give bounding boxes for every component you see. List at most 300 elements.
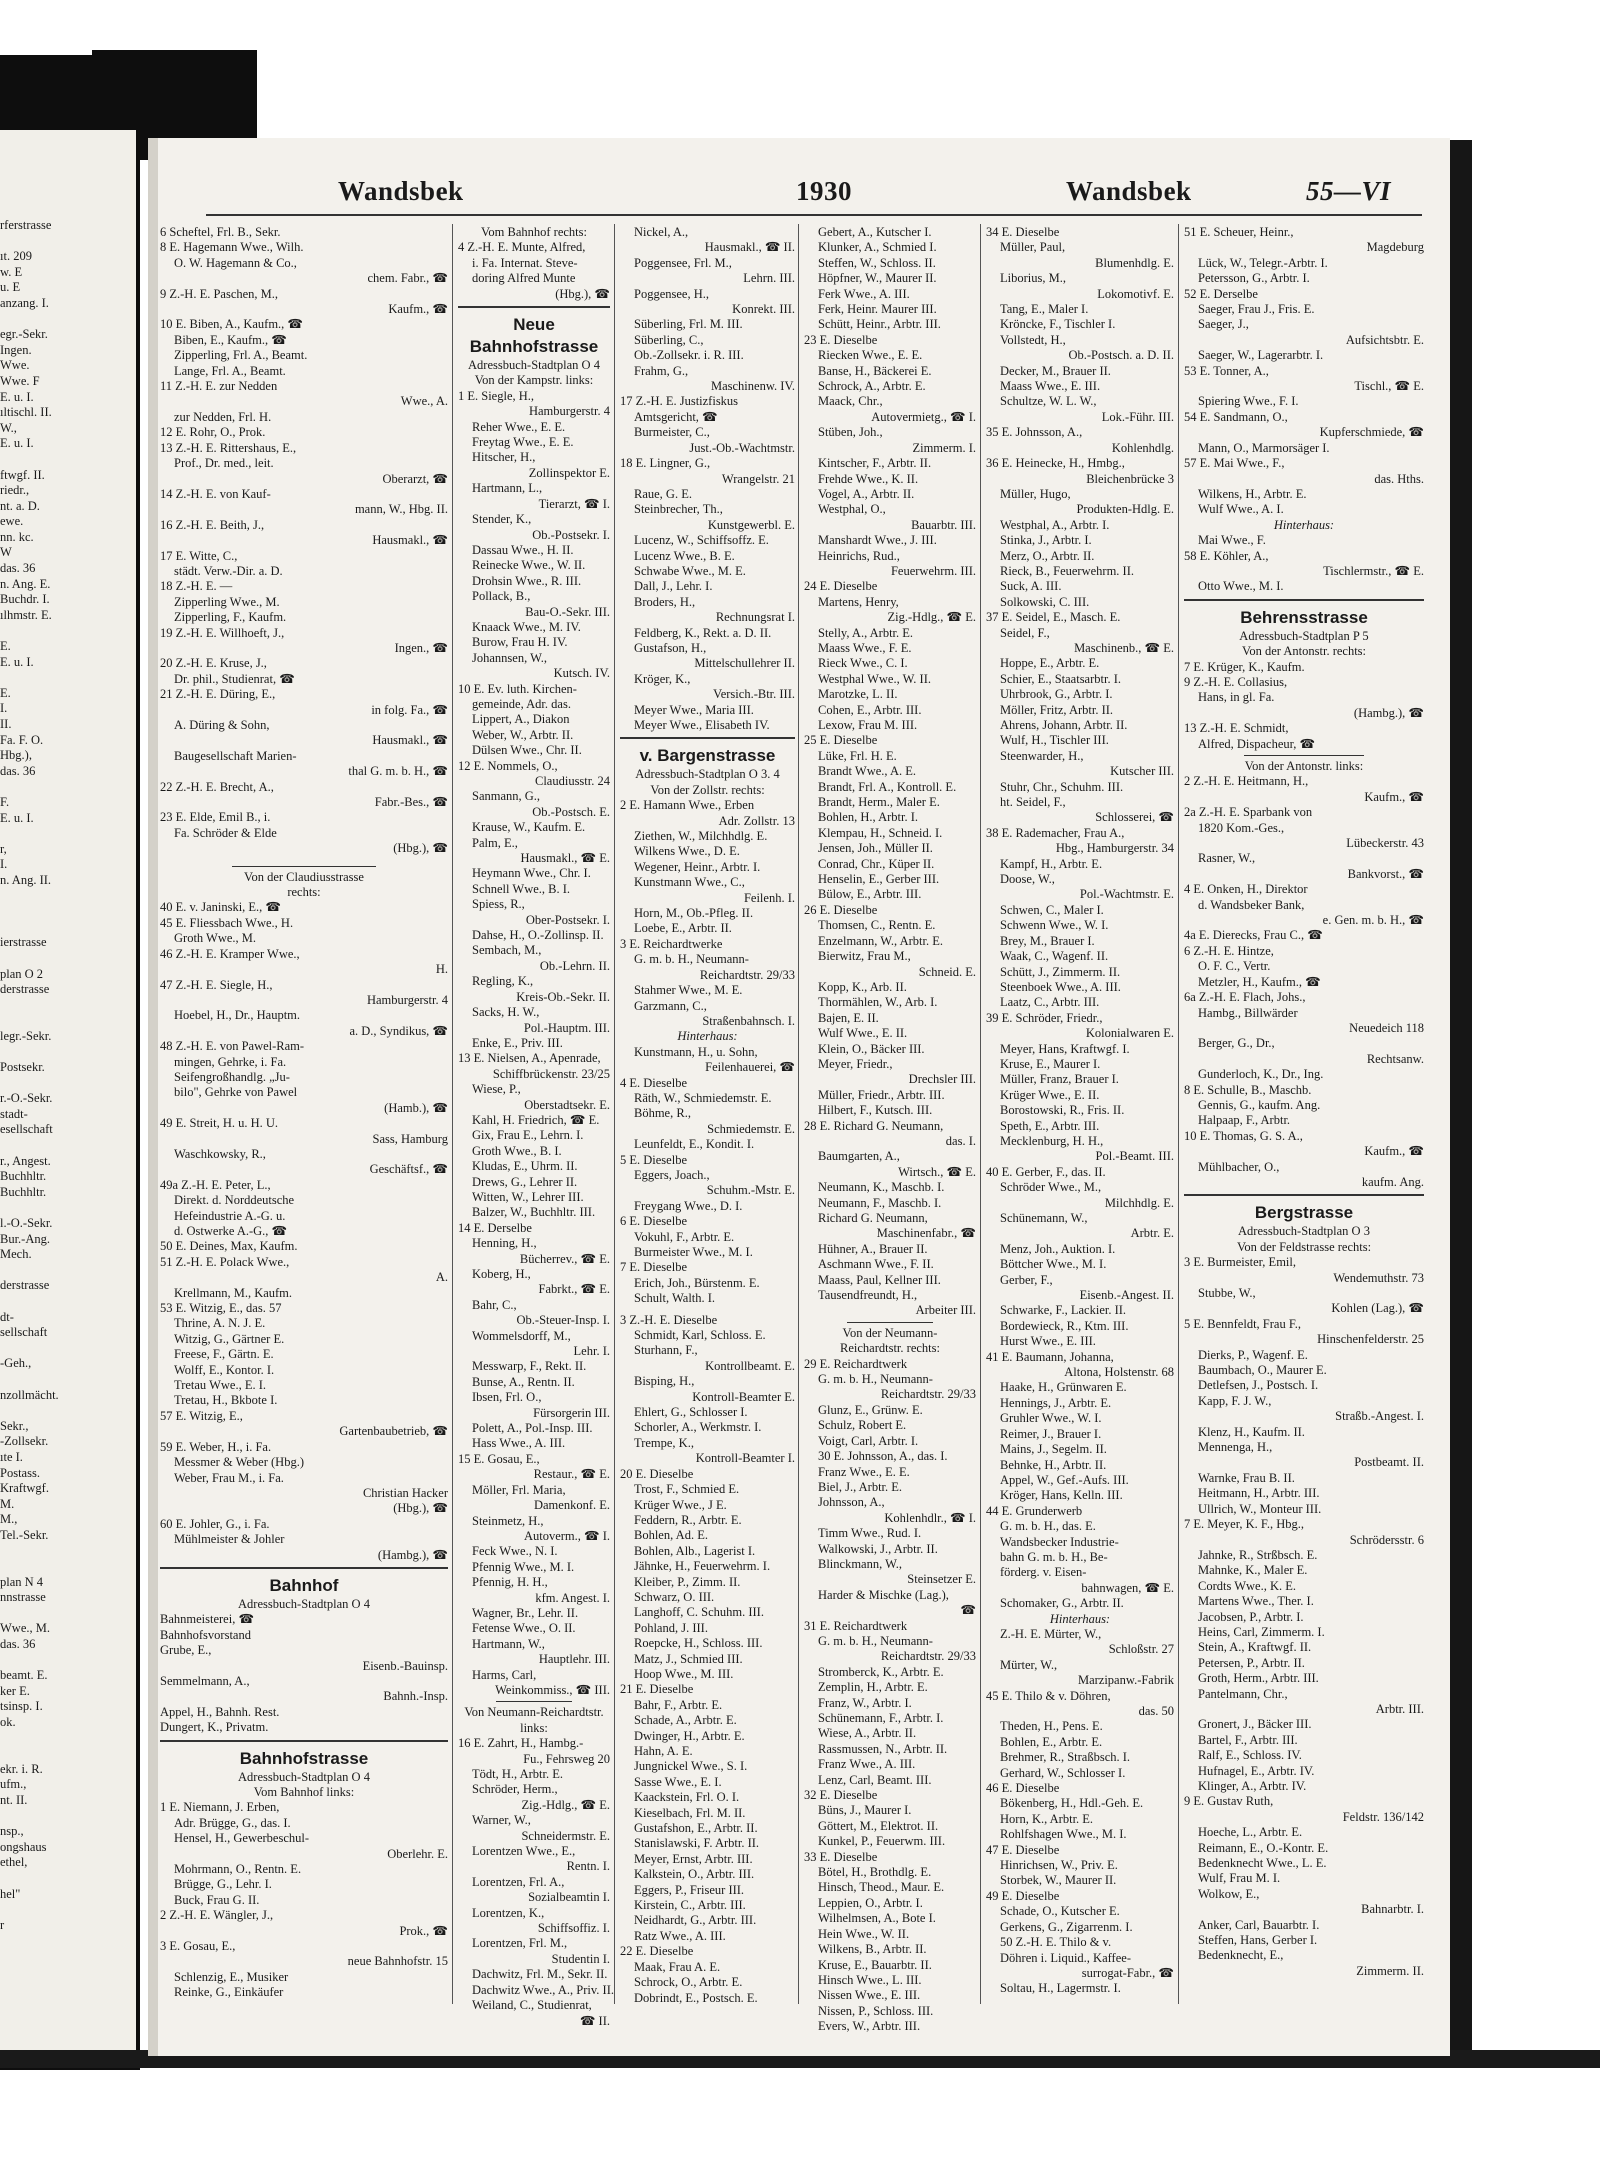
directory-entry: Jungnickel Wwe., S. I.	[634, 1759, 748, 1774]
directory-entry: 28 E. Richard G. Neumann,	[804, 1118, 944, 1133]
strip-line: M.	[0, 1496, 15, 1511]
directory-entry: 3 Z.-H. E. Dieselbe	[620, 1312, 718, 1327]
directory-entry: Bankvorst., ☎	[1347, 866, 1424, 881]
directory-entry: Schmiedemstr. E.	[707, 1121, 795, 1136]
directory-entry: Suck, A. III.	[1000, 579, 1062, 594]
divider	[496, 1701, 572, 1702]
directory-entry: Wilhelmsen, A., Bote I.	[818, 1911, 936, 1926]
directory-entry: Gartenbaubetrieb, ☎	[339, 1424, 448, 1439]
directory-entry: Uhrbrook, G., Arbtr. I.	[1000, 687, 1113, 702]
directory-entry: Lorentzen, K.,	[472, 1905, 545, 1920]
directory-entry: Blumenhdlg. E.	[1095, 255, 1174, 270]
directory-entry: 22 Z.-H. E. Brecht, A.,	[160, 779, 274, 794]
directory-entry: Kunstmann, H., u. Sohn,	[634, 1044, 758, 1059]
strip-line: nn. kc.	[0, 529, 34, 544]
directory-entry: e. Gen. m. b. H., ☎	[1322, 913, 1424, 928]
directory-entry: Nissen Wwe., E. III.	[818, 1988, 921, 2003]
strip-line: E. u. I.	[0, 654, 34, 669]
directory-entry: 2 E. Hamann Wwe., Erben	[620, 798, 755, 813]
directory-entry: G. m. b. H., Neumann-	[634, 952, 749, 967]
directory-entry: Martens, Henry,	[818, 594, 899, 609]
directory-entry: Schuhm.-Mstr. E.	[706, 1183, 795, 1198]
directory-entry: Wegener, Heinr., Arbtr. I.	[634, 859, 761, 874]
directory-entry: Kröger, Hans, Kelln. III.	[1000, 1488, 1123, 1503]
directory-entry: Poggensee, Frl. M.,	[634, 255, 732, 270]
strip-line: anzang. I.	[0, 295, 49, 310]
directory-entry: Rentn. I.	[566, 1859, 610, 1874]
strip-line: E.	[0, 639, 11, 654]
directory-entry: 20 Z.-H. E. Kruse, J.,	[160, 656, 267, 671]
directory-entry: Hennings, J., Arbtr. E.	[1000, 1395, 1112, 1410]
directory-entry: Studentin I.	[551, 1951, 610, 1966]
directory-entry: Blinckmann, W.,	[818, 1556, 903, 1571]
directory-entry: Steffen, W., Schloss. II.	[818, 255, 936, 270]
directory-entry: Adr. Brügge, G., das. I.	[174, 1815, 291, 1830]
directory-entry: 2 Z.-H. E. Wängler, J.,	[160, 1908, 274, 1923]
directory-entry: Kludas, E., Uhrm. II.	[472, 1159, 578, 1174]
directory-entry: Westphal, O.,	[818, 502, 886, 517]
directory-entry: Thomsen, C., Rentn. E.	[818, 918, 936, 933]
directory-entry: Erich, Joh., Bürstenm. E.	[634, 1275, 760, 1290]
directory-entry: Langhoff, C. Schuhm. III.	[634, 1605, 764, 1620]
directory-entry: Hitscher, H.,	[472, 450, 536, 465]
directory-entry: Sacks, H. W.,	[472, 1005, 540, 1020]
strip-line	[0, 234, 130, 250]
directory-entry: Gustafshon, E., Arbtr. II.	[634, 1821, 758, 1836]
directory-entry: 58 E. Köhler, A.,	[1184, 548, 1269, 563]
strip-line: esellschaft	[0, 1122, 53, 1137]
directory-entry: Lück, W., Telegr.-Arbtr. I.	[1198, 255, 1328, 270]
directory-entry: 35 E. Johnsson, A.,	[986, 425, 1083, 440]
directory-entry: Halpaap, F., Arbtr.	[1198, 1113, 1291, 1128]
strip-line	[0, 904, 130, 920]
directory-entry: 17 Z.-H. E. Justizfiskus	[620, 394, 739, 409]
directory-entry: (Hbg.), ☎	[393, 841, 448, 856]
strip-line: Kraftwgf.	[0, 1481, 49, 1496]
directory-entry: Timm Wwe., Rud. I.	[818, 1526, 922, 1541]
directory-entry: Bahnarbtr. I.	[1361, 1902, 1424, 1917]
directory-entry: (Hbg.), ☎	[555, 286, 610, 301]
directory-entry: Drews, G., Lehrer II.	[472, 1174, 578, 1189]
directory-entry: Lok.-Führ. III.	[1101, 409, 1174, 424]
directory-entry: Bau-O.-Sekr. III.	[525, 604, 610, 619]
directory-entry: Rechtsanw.	[1366, 1051, 1424, 1066]
directory-entry: Direkt. d. Norddeutsche	[174, 1193, 295, 1208]
directory-entry: Autovermietg., ☎ I.	[871, 409, 976, 424]
directory-entry: 53 E. Tonner, A.,	[1184, 363, 1269, 378]
directory-entry: Stender, K.,	[472, 512, 532, 527]
directory-entry: Krüger Wwe., J E.	[634, 1497, 727, 1512]
directory-entry: Wilkens, H., Arbtr. E.	[1198, 486, 1307, 501]
directory-entry: Lexow, Frau M. III.	[818, 718, 918, 732]
directory-entry: 9 Z.-H. E. Collasius,	[1184, 674, 1288, 689]
directory-entry: Marotzke, L. II.	[818, 687, 898, 702]
directory-entry: Johannsen, W.,	[472, 650, 547, 665]
directory-entry: Burmeister Wwe., M. I.	[634, 1245, 753, 1259]
directory-entry: Klein, O., Bäcker III.	[818, 1041, 925, 1056]
directory-entry: Gennis, G., kaufm. Ang.	[1198, 1097, 1321, 1112]
directory-entry: Matz, J., Schmied III.	[634, 1651, 743, 1666]
directory-entry: Menz, Joh., Auktion. I.	[1000, 1241, 1116, 1256]
directory-entry: das. I.	[945, 1133, 976, 1148]
directory-entry: Fabrkt., ☎ E.	[538, 1282, 610, 1297]
directory-entry: Ralf, E., Schloss. IV.	[1198, 1748, 1302, 1763]
strip-line	[0, 670, 130, 686]
directory-entry: Seifengroßhandlg. „Ju-	[174, 1069, 290, 1084]
directory-entry: Lucenz Wwe., B. E.	[634, 548, 735, 563]
directory-entry: Cohen, E., Arbtr. III.	[818, 702, 922, 717]
directory-entry: Bleichenbrücke 3	[1086, 471, 1174, 486]
directory-entry: Schwabe Wwe., M. E.	[634, 563, 746, 578]
directory-entry: Bahnhofsvorstand	[160, 1627, 251, 1642]
directory-entry: Borostowski, R., Fris. II.	[1000, 1103, 1125, 1118]
directory-entry: Böhme, R.,	[634, 1106, 691, 1121]
directory-entry: Eisenb.-Bauinsp.	[362, 1658, 448, 1673]
directory-entry: Kalkstein, O., Arbtr. III.	[634, 1867, 755, 1882]
street-heading: Bahnhof	[269, 1575, 339, 1595]
directory-entry: Hensel, H., Gewerbeschul-	[174, 1831, 310, 1846]
directory-entry: Prok., ☎	[399, 1923, 448, 1938]
strip-line: F.	[0, 794, 10, 809]
directory-entry: (Hambg.), ☎	[377, 1547, 448, 1562]
directory-entry: Hinrichsen, W., Priv. E.	[1000, 1858, 1118, 1873]
directory-entry: Semmelmann, A.,	[160, 1673, 250, 1688]
directory-entry: A.	[435, 1270, 448, 1285]
directory-entry: Schloßstr. 27	[1108, 1642, 1174, 1657]
directory-entry: Lenz, Carl, Beamt. III.	[818, 1772, 932, 1787]
directory-entry: Jacobsen, P., Arbtr. I.	[1198, 1609, 1304, 1624]
directory-entry: Baugesellschaft Marien-	[174, 748, 297, 763]
directory-entry: Pol.-Beamt. III.	[1095, 1149, 1174, 1164]
directory-entry: Postbeamt. II.	[1354, 1455, 1424, 1470]
directory-entry: Straßb.-Angest. I.	[1335, 1409, 1424, 1424]
directory-entry: Vokuhl, F., Arbtr. E.	[634, 1229, 735, 1244]
directory-entry: Haake, H., Grünwaren E.	[1000, 1380, 1127, 1395]
directory-entry: Freytag Wwe., E. E.	[472, 435, 574, 450]
directory-entry: Franz, W., Arbtr. I.	[818, 1695, 912, 1710]
strip-line: Wwe.	[0, 358, 30, 373]
directory-entry: gemeinde, Adr. das.	[472, 696, 571, 711]
street-heading: v. Bargenstrasse	[639, 746, 776, 766]
directory-entry: Petersson, G., Arbtr. I.	[1198, 271, 1310, 286]
strip-line: plan O 2	[0, 966, 44, 981]
strip-line: Ingen.	[0, 342, 32, 357]
directory-entry: Dülsen Wwe., Chr. II.	[472, 743, 582, 758]
directory-entry: 5 E. Bennfeldt, Frau F.,	[1184, 1316, 1302, 1331]
strip-line: w. E	[0, 264, 23, 279]
directory-entry: Berger, G., Dr.,	[1198, 1036, 1275, 1051]
directory-entry: 48 Z.-H. E. von Pawel-Ram-	[160, 1039, 305, 1054]
directory-entry: Kutscher III.	[1110, 764, 1174, 779]
strip-line: -Geh.,	[0, 1356, 32, 1371]
directory-entry: 46 Z.-H. E. Kramper Wwe.,	[160, 946, 300, 961]
directory-entry: Schultze, W. L. W.,	[1000, 394, 1097, 409]
directory-entry: Schrock, O., Arbtr. E.	[634, 1975, 743, 1990]
directory-entry: Pantelmann, Chr.,	[1198, 1686, 1288, 1701]
column-divider	[798, 224, 799, 2004]
header-right-city: Wandsbek	[1066, 176, 1192, 206]
directory-entry: O. F. C., Vertr.	[1198, 959, 1271, 974]
directory-entry: Harder & Mischke (Lag.),	[818, 1587, 949, 1602]
strip-line: hel"	[0, 1886, 21, 1901]
strip-line: ethel,	[0, 1855, 28, 1870]
directory-entry: Brügge, G., Lehr. I.	[174, 1877, 272, 1892]
directory-entry: Stelly, A., Arbtr. E.	[818, 625, 914, 640]
directory-entry: das. Hths.	[1374, 471, 1424, 486]
directory-entry: 21 E. Dieselbe	[620, 1682, 694, 1697]
directory-entry: Koberg, H.,	[472, 1267, 531, 1281]
directory-entry: Göttert, M., Elektrot. II.	[818, 1818, 939, 1833]
directory-entry: Lüke, Frl. H. E.	[818, 748, 897, 763]
directory-entry: Ehlert, G., Schlosser I.	[634, 1405, 748, 1420]
directory-entry: Mürter, W.,	[1000, 1657, 1058, 1672]
directory-entry: Spiess, R.,	[472, 897, 525, 912]
directory-entry: Decker, M., Brauer II.	[1000, 363, 1111, 378]
directory-entry: Mai Wwe., F.	[1198, 533, 1266, 548]
directory-entry: Klempau, H., Schneid. I.	[818, 825, 943, 840]
directory-entry: Adr. Zollstr. 13	[718, 813, 795, 828]
directory-entry: 2 Z.-H. E. Heitmann, H.,	[1184, 774, 1309, 789]
directory-entry: Solkowski, C. III.	[1000, 594, 1090, 609]
directory-entry: Lokomotivf. E.	[1097, 286, 1174, 301]
street-heading: Bergstrasse	[1254, 1203, 1354, 1223]
directory-entry: Maak, Frau A. E.	[634, 1959, 721, 1974]
directory-entry: Hoeche, L., Arbtr. E.	[1198, 1825, 1303, 1840]
directory-entry: Bajen, E. II.	[818, 1010, 879, 1025]
divider	[620, 737, 795, 739]
directory-entry: Räth, W., Schmiedemstr. E.	[634, 1090, 772, 1105]
directory-entry: Geschäftsf., ☎	[369, 1162, 448, 1177]
directory-entry: Lange, Frl. A., Beamt.	[174, 363, 286, 378]
directory-entry: Hans, in gl. Fa.	[1198, 690, 1275, 705]
strip-line	[0, 1543, 130, 1559]
directory-entry: 9 Z.-H. E. Paschen, M.,	[160, 286, 279, 301]
directory-entry: Johnsson, A.,	[818, 1495, 885, 1510]
directory-entry: ☎ II.	[579, 2013, 610, 2028]
directory-entry: Wwe., A.	[400, 394, 448, 409]
directory-entry: 6 Z.-H. E. Hintze,	[1184, 943, 1274, 958]
directory-entry: Messmer & Weber (Hbg.)	[174, 1455, 304, 1470]
directory-entry: Pfennig Wwe., M. I.	[472, 1559, 575, 1574]
directory-entry: Conrad, Chr., Küper II.	[818, 856, 935, 871]
directory-entry: Straßenbahnsch. I.	[702, 1013, 795, 1028]
directory-entry: Ferk, Heinr. Maurer III.	[818, 302, 937, 317]
directory-entry: zur Nedden, Frl. H.	[174, 409, 272, 424]
directory-entry: Mittelschullehrer II.	[694, 656, 795, 671]
column-1	[160, 225, 448, 2025]
directory-entry: 3 E. Gosau, E.,	[160, 1939, 236, 1954]
directory-entry: Steffen, Hans, Gerber I.	[1198, 1933, 1318, 1948]
directory-entry: Bücherrev., ☎ E.	[519, 1251, 610, 1266]
directory-entry: Hein Wwe., W. II.	[818, 1926, 910, 1941]
directory-entry: Kaufm., ☎	[388, 302, 448, 317]
directory-entry: Kontrollbeamt. E.	[705, 1358, 795, 1373]
directory-entry: Versich.-Btr. III.	[713, 687, 795, 702]
directory-entry: Schorler, A., Werkmstr. I.	[634, 1420, 762, 1435]
directory-entry: Mahnke, K., Maler E.	[1198, 1563, 1308, 1578]
directory-entry: 49a Z.-H. E. Peter, L.,	[160, 1177, 271, 1192]
strip-line	[0, 623, 130, 639]
directory-entry: Mohrmann, O., Rentn. E.	[174, 1862, 302, 1877]
directory-entry: Zollinspektor E.	[528, 465, 610, 480]
directory-entry: Stüben, Joh.,	[818, 425, 883, 440]
directory-entry: Drechsler III.	[908, 1072, 976, 1087]
directory-entry: Alfred, Dispacheur, ☎	[1198, 736, 1316, 751]
directory-entry: Soltau, H., Lagermstr. I.	[1000, 1981, 1121, 1996]
directory-entry: Wolkow, E.,	[1198, 1886, 1260, 1901]
directory-entry: Kaufm., ☎	[1364, 789, 1424, 804]
directory-entry: Zimmerm. I.	[912, 440, 976, 455]
directory-entry: 4a E. Dierecks, Frau C., ☎	[1184, 928, 1323, 943]
directory-entry: Autoverm., ☎ I.	[523, 1528, 610, 1543]
strip-line: das. 36	[0, 1637, 36, 1652]
divider	[232, 866, 376, 867]
directory-entry: Bökenberg, H., Hdl.-Geh. E.	[1000, 1796, 1144, 1811]
strip-line: ufm.,	[0, 1777, 27, 1792]
strip-line: u. E	[0, 280, 21, 295]
directory-entry: Arbeiter III.	[915, 1303, 976, 1318]
directory-entry: Kopp, K., Arb. II.	[818, 979, 907, 994]
directory-entry: Schröder Wwe., M.,	[1000, 1180, 1102, 1195]
directory-entry: Möller, Fritz, Arbtr. II.	[1000, 702, 1114, 717]
directory-entry: Maass Wwe., E. III.	[1000, 379, 1101, 394]
directory-entry: Drohsin Wwe., R. III.	[472, 573, 582, 588]
directory-entry: 6 E. Dieselbe	[620, 1214, 687, 1229]
directory-entry: Kupferschmiede, ☎	[1319, 425, 1424, 440]
directory-entry: Wulf Wwe., E. II.	[818, 1026, 908, 1041]
directory-entry: Krüger Wwe., E. II.	[1000, 1087, 1100, 1102]
directory-entry: i. Fa. Internat. Steve-	[472, 255, 578, 270]
directory-entry: Schröder, Herm.,	[472, 1782, 558, 1797]
directory-entry: Bartel, F., Arbtr. III.	[1198, 1732, 1298, 1747]
directory-entry: Hühner, A., Brauer II.	[818, 1241, 928, 1256]
directory-entry: Wommelsdorff, M.,	[472, 1328, 571, 1343]
directory-entry: Maass Wwe., F. E.	[818, 640, 912, 655]
directory-entry: Ob.-Steuer-Insp. I.	[516, 1313, 610, 1328]
strip-line: W	[0, 545, 12, 560]
strip-line	[0, 1902, 130, 1918]
directory-entry: Sturhann, F.,	[634, 1343, 698, 1358]
directory-entry: Brey, M., Brauer I.	[1000, 933, 1095, 948]
directory-entry: Damenkonf. E.	[533, 1498, 610, 1513]
directory-entry: Hamburgerstr. 4	[366, 992, 448, 1007]
directory-entry: Groth, Herm., Arbtr. III.	[1198, 1671, 1319, 1686]
strip-line: Tel.-Sekr.	[0, 1527, 49, 1542]
directory-entry: Dassau Wwe., H. II.	[472, 542, 574, 557]
directory-entry: Gerber, F.,	[1000, 1272, 1053, 1287]
directory-entry: Wolff, E., Kontor. I.	[174, 1362, 275, 1377]
directory-entry: Leunfeldt, E., Kondit. I.	[634, 1137, 755, 1152]
strip-line: Bur.-Ang.	[0, 1231, 50, 1246]
directory-entry: Hinschenfelderstr. 25	[1317, 1332, 1424, 1347]
directory-entry: Pfennig, H. H.,	[472, 1575, 548, 1590]
strip-line: ok.	[0, 1715, 16, 1729]
directory-entry: Hilbert, F., Kutsch. III.	[818, 1103, 933, 1118]
strip-line	[0, 889, 130, 905]
directory-entry: 4 E. Onken, H., Direktor	[1184, 882, 1308, 897]
directory-entry: mann, W., Hbg. II.	[354, 502, 448, 517]
directory-entry: Kruse, E., Maurer I.	[1000, 1056, 1101, 1071]
directory-entry: Reinke, G., Einkäufer	[174, 1985, 284, 2000]
directory-entry: Lübeckerstr. 43	[1346, 836, 1424, 851]
directory-entry: Feuerwehrm. III.	[890, 563, 976, 578]
directory-entry: Wulf Wwe., A. I.	[1198, 502, 1284, 517]
directory-entry: Fürsorgerin III.	[533, 1405, 610, 1420]
directory-entry: Maschinenfabr., ☎	[876, 1226, 976, 1241]
directory-entry: 46 E. Dieselbe	[986, 1781, 1060, 1796]
divider	[1184, 599, 1424, 601]
directory-entry: Reimer, J., Brauer I.	[1000, 1426, 1102, 1441]
directory-entry: Weinkommiss., ☎ III.	[495, 1682, 610, 1697]
directory-entry: Bohlen, Ad. E.	[634, 1528, 708, 1543]
directory-entry: Gix, Frau E., Lehrn. I.	[472, 1128, 584, 1143]
directory-entry: Mecklenburg, H. H.,	[1000, 1133, 1104, 1148]
directory-entry: Müller, Hugo,	[1000, 486, 1071, 501]
directory-entry: Prof., Dr. med., leit.	[174, 456, 274, 471]
directory-entry: 41 E. Baumann, Johanna,	[986, 1349, 1114, 1364]
directory-entry: Steenwarder, H.,	[1000, 748, 1084, 763]
directory-entry: 12 E. Nommels, O.,	[458, 758, 558, 773]
directory-entry: 14 Z.-H. E. von Kauf-	[160, 486, 271, 501]
directory-entry: Bedenknecht, E.,	[1198, 1948, 1284, 1963]
directory-entry: bahnwagen, ☎ E.	[1081, 1580, 1174, 1595]
directory-entry: Hbg., Hamburgerstr. 34	[1055, 841, 1174, 856]
directory-entry: Reimann, E., O.-Kontr. E.	[1198, 1840, 1329, 1855]
directory-entry: Hauptlehr. III.	[538, 1652, 610, 1667]
directory-entry: 39 E. Schröder, Friedr.,	[986, 1010, 1103, 1025]
directory-entry: Roepcke, H., Schloss. III.	[634, 1636, 763, 1651]
directory-entry: 4 Z.-H. E. Munte, Alfred,	[458, 240, 586, 255]
directory-entry: Ullrich, W., Monteur III.	[1198, 1501, 1322, 1516]
directory-entry: Klenz, H., Kaufm. II.	[1198, 1424, 1305, 1439]
directory-entry: Amtsgericht, ☎	[634, 409, 718, 424]
directory-entry: 29 E. Reichardtwerk	[804, 1356, 908, 1371]
strip-line	[0, 1044, 130, 1060]
strip-line	[0, 312, 130, 328]
directory-entry: Witzig, G., Gärtner E.	[174, 1331, 285, 1346]
directory-entry: Jahnke, R., Strßbsch. E.	[1198, 1547, 1318, 1562]
directory-entry: Rohlfshagen Wwe., M. I.	[1000, 1827, 1127, 1842]
directory-entry: Banse, H., Bäckerei E.	[818, 363, 932, 378]
directory-entry: Kirstein, C., Arbtr. III.	[634, 1898, 746, 1913]
directory-entry: Gerkens, G., Zigarrenm. I.	[1000, 1919, 1133, 1934]
directory-entry: Kaufm., ☎	[1364, 1144, 1424, 1159]
directory-entry: 8 E. Schulle, B., Maschb.	[1184, 1082, 1312, 1097]
strip-line: Buchhltr.	[0, 1184, 47, 1199]
directory-entry: Kaackstein, Frl. O. I.	[634, 1790, 740, 1805]
directory-entry: 13 Z.-H. E. Schmidt,	[1184, 721, 1289, 736]
directory-entry: Tierarzt, ☎ I.	[538, 496, 610, 511]
directory-entry: 34 E. Dieselbe	[986, 225, 1060, 239]
directory-entry: Weiland, C., Studienrat,	[472, 1998, 592, 2013]
directory-entry: 21 Z.-H. E. Düring, E.,	[160, 687, 276, 702]
directory-entry: Maschinenb., ☎ E.	[1074, 640, 1174, 655]
directory-entry: Wagner, Br., Lehr. II.	[472, 1605, 579, 1620]
directory-entry: Schneidermstr. E.	[521, 1828, 610, 1843]
directory-entry: Kapp, F. J. W.,	[1198, 1393, 1272, 1408]
directory-entry: surrogat-Fabr., ☎	[1081, 1965, 1174, 1980]
directory-entry: Schwarke, F., Lackier. II.	[1000, 1303, 1127, 1318]
directory-entry: Meyer Wwe., Maria III.	[634, 702, 754, 717]
directory-entry: Broders, H.,	[634, 594, 696, 609]
directory-entry: Kohlen (Lag.), ☎	[1331, 1301, 1424, 1316]
directory-entry: 7 E. Dieselbe	[620, 1260, 687, 1275]
directory-entry: Schier, E., Staatsarbtr. I.	[1000, 671, 1121, 686]
strip-line: ongshaus	[0, 1839, 47, 1854]
strip-line	[0, 1559, 130, 1575]
strip-line: I.	[0, 701, 8, 716]
directory-entry: Schade, O., Kutscher E.	[1000, 1904, 1120, 1919]
